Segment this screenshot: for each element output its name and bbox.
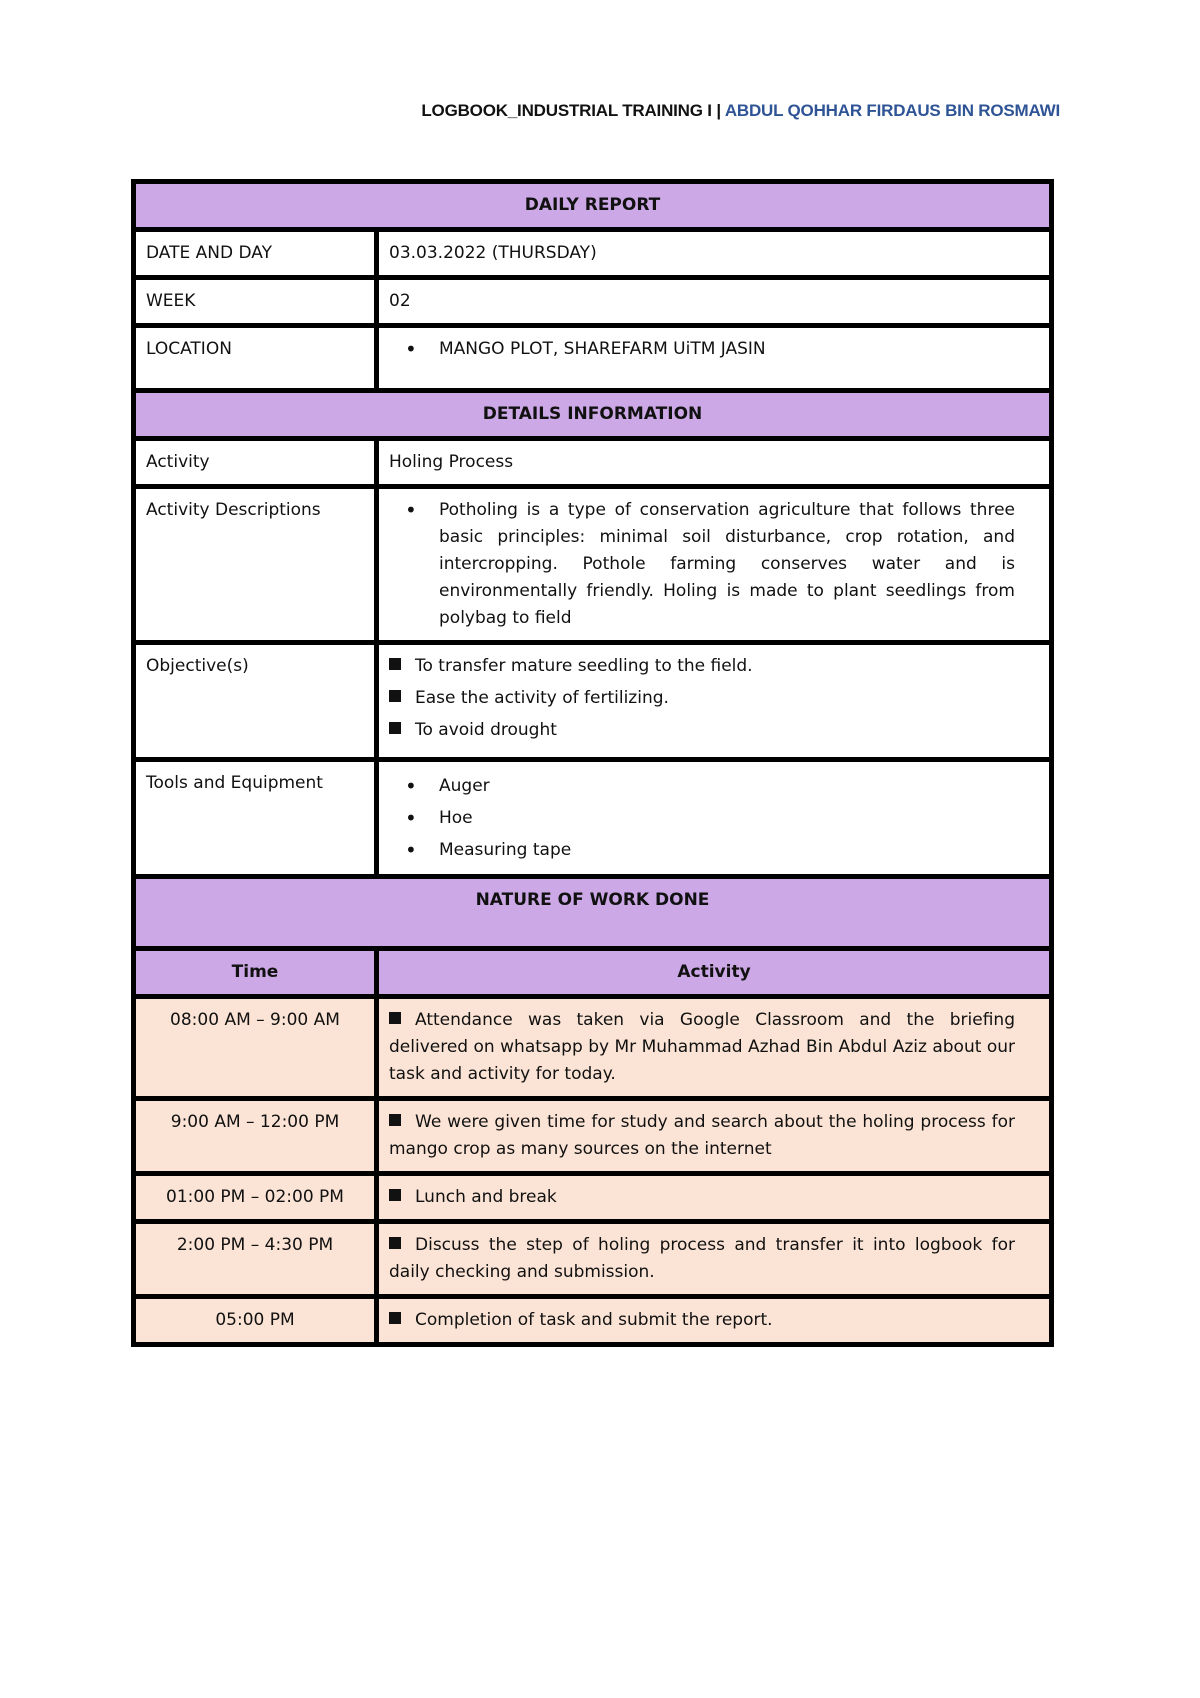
work-activity-text: Attendance was taken via Google Classroom and the briefing delivered on whatsapp by Mr Muhammad Azhad Bin Abdul Aziz about our task and activity for today. <box>389 1010 1015 1084</box>
descriptions-label: Activity Descriptions <box>136 489 374 640</box>
square-bullet-icon <box>389 1189 401 1201</box>
work-time: 9:00 AM – 12:00 PM <box>136 1101 374 1171</box>
work-activity <box>379 1101 1049 1171</box>
week-value: 02 <box>379 280 1049 323</box>
work-time: 05:00 PM <box>136 1299 374 1342</box>
work-columns-row <box>136 951 1049 994</box>
work-row <box>136 999 1049 1096</box>
daily-report-heading: DAILY REPORT <box>136 184 1049 227</box>
objective-item <box>389 653 1015 680</box>
description-item: • Potholing is a type of conservation agriculture that follows three basic principles: minimal soil disturbance, crop rotation, and intercropping. Pothole farming conserves water and is environmentally friendly. Holing is made to plant seedlings from polybag to field <box>439 497 1015 632</box>
descriptions-value <box>379 489 1049 640</box>
week-row <box>136 280 1049 323</box>
work-time: 08:00 AM – 9:00 AM <box>136 999 374 1096</box>
objectives-value <box>379 645 1049 757</box>
objective-item <box>389 717 1015 744</box>
work-time: 01:00 PM – 02:00 PM <box>136 1176 374 1219</box>
descriptions-list <box>389 497 1015 632</box>
details-heading-row <box>136 393 1049 436</box>
objective-text: To transfer mature seedling to the field. <box>415 656 753 676</box>
square-bullet-icon <box>389 690 401 702</box>
tool-item: • Hoe <box>439 802 1015 834</box>
square-bullet-icon <box>389 1237 401 1249</box>
date-row <box>136 232 1049 275</box>
work-heading-row <box>136 879 1049 946</box>
tool-item: • Auger <box>439 770 1015 802</box>
tools-list <box>389 770 1015 866</box>
square-bullet-icon <box>389 722 401 734</box>
work-heading: NATURE OF WORK DONE <box>136 879 1049 946</box>
activity-label: Activity <box>136 441 374 484</box>
tools-value <box>379 762 1049 874</box>
details-heading: DETAILS INFORMATION <box>136 393 1049 436</box>
header-separator: | <box>716 101 721 120</box>
document-header <box>421 101 1060 121</box>
activity-column-header: Activity <box>379 951 1049 994</box>
location-label: LOCATION <box>136 328 374 388</box>
location-item: • MANGO PLOT, SHAREFARM UiTM JASIN <box>439 336 1015 363</box>
work-time: 2:00 PM – 4:30 PM <box>136 1224 374 1294</box>
work-row <box>136 1224 1049 1294</box>
objective-text: Ease the activity of fertilizing. <box>415 688 669 708</box>
daily-report-table <box>131 179 1054 1347</box>
descriptions-row <box>136 489 1049 640</box>
time-column-header: Time <box>136 951 374 994</box>
location-row <box>136 328 1049 388</box>
square-bullet-icon <box>389 1012 401 1024</box>
student-name: ABDUL QOHHAR FIRDAUS BIN ROSMAWI <box>724 101 1060 120</box>
square-bullet-icon <box>389 1312 401 1324</box>
location-value <box>379 328 1049 388</box>
daily-report-heading-row <box>136 184 1049 227</box>
work-activity-text: Lunch and break <box>415 1187 557 1207</box>
objective-text: To avoid drought <box>415 720 557 740</box>
work-activity <box>379 999 1049 1096</box>
work-activity <box>379 1299 1049 1342</box>
work-row <box>136 1176 1049 1219</box>
square-bullet-icon <box>389 1114 401 1126</box>
work-row <box>136 1299 1049 1342</box>
tool-item: • Measuring tape <box>439 834 1015 866</box>
location-list <box>389 336 1015 363</box>
activity-row <box>136 441 1049 484</box>
tools-label: Tools and Equipment <box>136 762 374 874</box>
work-activity-text: We were given time for study and search about the holing process for mango crop as many sources on the internet <box>389 1112 1015 1159</box>
objective-item <box>389 685 1015 712</box>
week-label: WEEK <box>136 280 374 323</box>
objectives-list <box>389 653 1015 744</box>
work-activity-text: Discuss the step of holing process and transfer it into logbook for daily checking and submission. <box>389 1235 1015 1282</box>
date-value: 03.03.2022 (THURSDAY) <box>379 232 1049 275</box>
date-label: DATE AND DAY <box>136 232 374 275</box>
objectives-row <box>136 645 1049 757</box>
logbook-title: LOGBOOK_INDUSTRIAL TRAINING I <box>421 101 712 120</box>
work-row <box>136 1101 1049 1171</box>
work-activity-text: Completion of task and submit the report. <box>415 1310 773 1330</box>
activity-value: Holing Process <box>379 441 1049 484</box>
objectives-label: Objective(s) <box>136 645 374 757</box>
tools-row <box>136 762 1049 874</box>
square-bullet-icon <box>389 658 401 670</box>
work-activity <box>379 1224 1049 1294</box>
work-activity <box>379 1176 1049 1219</box>
